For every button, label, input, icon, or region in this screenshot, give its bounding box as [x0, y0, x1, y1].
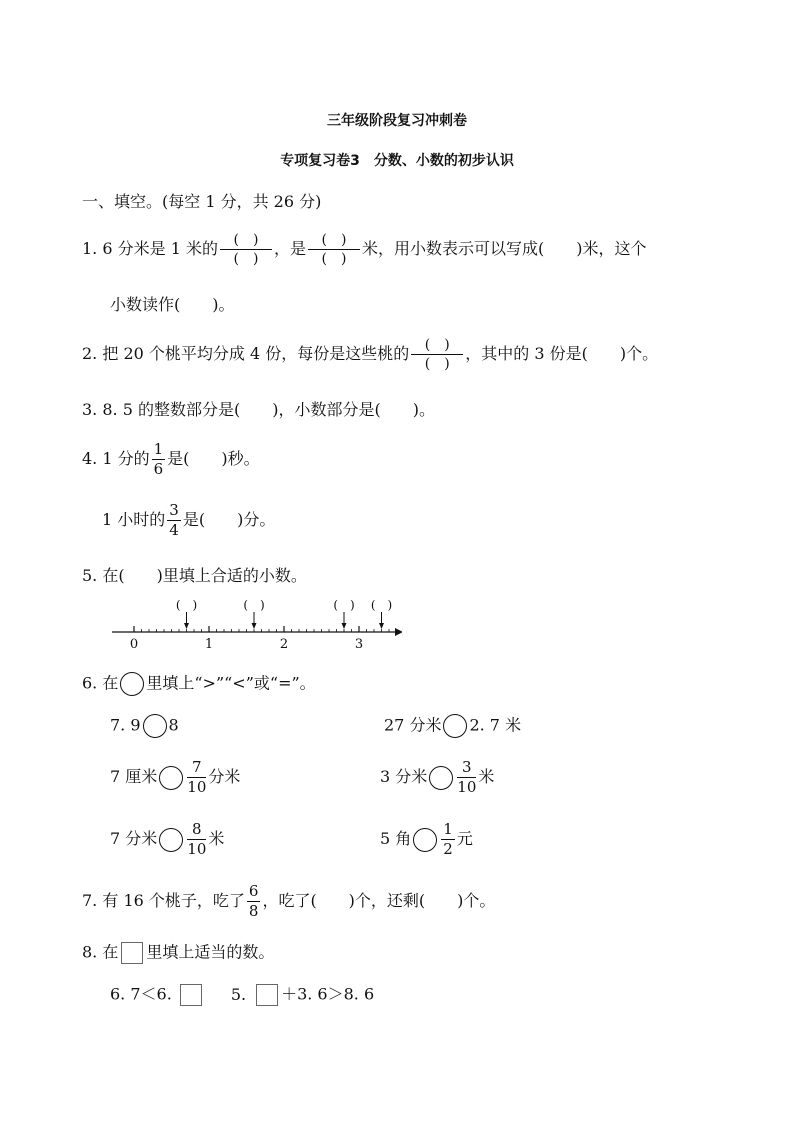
fraction-denominator: ( ) [233, 251, 259, 267]
question-2-text-a: 2. 把 20 个桃平均分成 4 份，每份是这些桃的 [82, 344, 410, 363]
number-line-arrowhead [395, 628, 402, 636]
fraction-numerator: ( ) [411, 338, 463, 355]
compare-right-value: 2. 7 米 [469, 715, 522, 735]
fraction-blank[interactable] [308, 233, 360, 266]
compare-row-2-left [110, 760, 240, 795]
compare-unit: 元 [456, 829, 473, 848]
question-3: 3. 8. 5 的整数部分是( )，小数部分是( )。 [82, 400, 435, 419]
question-4-text-d: 是( )分。 [182, 510, 276, 529]
fraction-numerator: 1 [443, 820, 453, 838]
expression-1-text: 6. 7＜6. [110, 984, 172, 1004]
fraction [152, 442, 166, 477]
number-line-tick-label: 1 [204, 637, 214, 652]
question-7-text-a: 7. 有 16 个桃子，吃了 [82, 891, 245, 910]
question-4-text-b: 是( )秒。 [167, 449, 260, 468]
compare-row-1-left [110, 714, 179, 738]
compare-row-3-right [380, 822, 473, 857]
number-line-pointer-head [252, 623, 257, 629]
fraction-numerator: ( ) [308, 233, 360, 250]
circle-blank[interactable] [429, 766, 453, 790]
fraction [247, 884, 261, 919]
compare-left-value: 7 分米 [110, 829, 158, 848]
question-4-text-c: 1 小时的 [102, 510, 166, 529]
question-8-expressions [110, 984, 374, 1006]
question-1-text-c: 米，用小数表示可以写成( )米，这个 [362, 239, 647, 258]
circle-blank[interactable] [143, 714, 167, 738]
fraction-blank[interactable] [411, 338, 463, 371]
number-line-blank[interactable]: ( ) [333, 598, 355, 612]
question-2-text-b: ，其中的 3 份是( )个。 [465, 344, 659, 363]
fraction-denominator: 8 [248, 902, 259, 920]
question-1-text-b: ，是 [273, 239, 306, 258]
question-6 [82, 672, 316, 696]
fraction-denominator: 4 [169, 521, 179, 539]
page-title: 三年级阶段复习冲刺卷 [327, 113, 467, 129]
circle-blank[interactable] [120, 672, 144, 696]
square-blank[interactable] [180, 984, 202, 1006]
number-line-tick-label: 0 [129, 637, 139, 652]
question-4-line-2 [102, 503, 275, 538]
question-7 [82, 884, 495, 919]
fraction-denominator: ( ) [424, 356, 450, 372]
compare-unit: 分米 [208, 767, 241, 786]
circle-blank[interactable] [159, 828, 183, 852]
fraction-denominator: 2 [443, 840, 453, 858]
compare-left-value: 27 分米 [384, 715, 442, 735]
fraction [457, 760, 476, 795]
compare-row-1-right [384, 714, 521, 738]
fraction-numerator: 7 [187, 760, 206, 778]
fraction-numerator: 1 [153, 440, 164, 458]
circle-blank[interactable] [159, 766, 183, 790]
expression-2-text: 5. [230, 984, 247, 1004]
fraction-denominator: 10 [187, 840, 207, 858]
fraction-denominator: 10 [457, 778, 477, 796]
question-1-line-1 [82, 233, 647, 266]
fraction-numerator: 3 [457, 760, 476, 778]
fraction-numerator: 3 [169, 501, 179, 519]
compare-left-value: 3 分米 [380, 767, 428, 786]
number-line-pointer-head [342, 623, 347, 629]
fraction [167, 503, 181, 538]
compare-left-value: 7 厘米 [110, 767, 158, 786]
question-6-text-a: 6. 在 [82, 673, 119, 693]
number-line-tick-label: 3 [354, 637, 364, 652]
number-line-blank[interactable]: ( ) [175, 598, 198, 612]
number-line-tick-label: 2 [279, 637, 289, 652]
question-2 [82, 338, 658, 371]
question-5: 5. 在( )里填上合适的小数。 [82, 566, 307, 585]
fraction-denominator: ( ) [321, 251, 347, 267]
section-heading: 一、填空。(每空 1 分，共 26 分) [82, 192, 322, 211]
number-line-blank[interactable]: ( ) [243, 598, 265, 612]
compare-row-3-left [110, 822, 224, 857]
fraction-numerator: ( ) [220, 233, 272, 250]
compare-unit: 米 [208, 829, 225, 848]
compare-left-value: 7. 9 [110, 715, 141, 735]
number-line-pointer-head [379, 623, 384, 629]
question-1-text-a: 1. 6 分米是 1 米的 [82, 239, 218, 258]
number-line-pointer-head [184, 623, 189, 629]
fraction [187, 822, 206, 857]
question-7-text-b: ，吃了( )个，还剩( )个。 [262, 891, 496, 910]
question-1-line-2: 小数读作( )。 [110, 295, 235, 314]
question-8-text-b: 里填上适当的数。 [146, 942, 275, 962]
fraction-denominator: 10 [187, 778, 207, 796]
fraction [187, 760, 206, 795]
fraction-denominator: 6 [153, 460, 164, 478]
fraction-numerator: 8 [187, 822, 206, 840]
fraction-numerator: 6 [248, 882, 259, 900]
compare-row-2-right [380, 760, 494, 795]
square-blank[interactable] [121, 942, 143, 964]
question-6-text-b: 里填上“>”“<”或“=”。 [146, 673, 316, 693]
question-4-text-a: 4. 1 分的 [82, 449, 150, 468]
compare-unit: 米 [478, 767, 495, 786]
circle-blank[interactable] [443, 714, 467, 738]
circle-blank[interactable] [413, 828, 437, 852]
fraction-blank[interactable] [220, 233, 272, 266]
compare-left-value: 5 角 [380, 829, 412, 848]
expression-2-rest: ＋3. 6＞8. 6 [281, 984, 375, 1004]
number-line [112, 596, 402, 654]
page-subtitle: 专项复习卷3 分数、小数的初步认识 [280, 153, 514, 169]
question-8 [82, 942, 274, 964]
number-line-blank[interactable]: ( ) [370, 598, 393, 612]
fraction [441, 822, 455, 857]
square-blank[interactable] [256, 984, 278, 1006]
question-8-text-a: 8. 在 [82, 942, 119, 962]
question-4-line-1 [82, 442, 260, 477]
compare-right-value: 8 [168, 715, 179, 735]
